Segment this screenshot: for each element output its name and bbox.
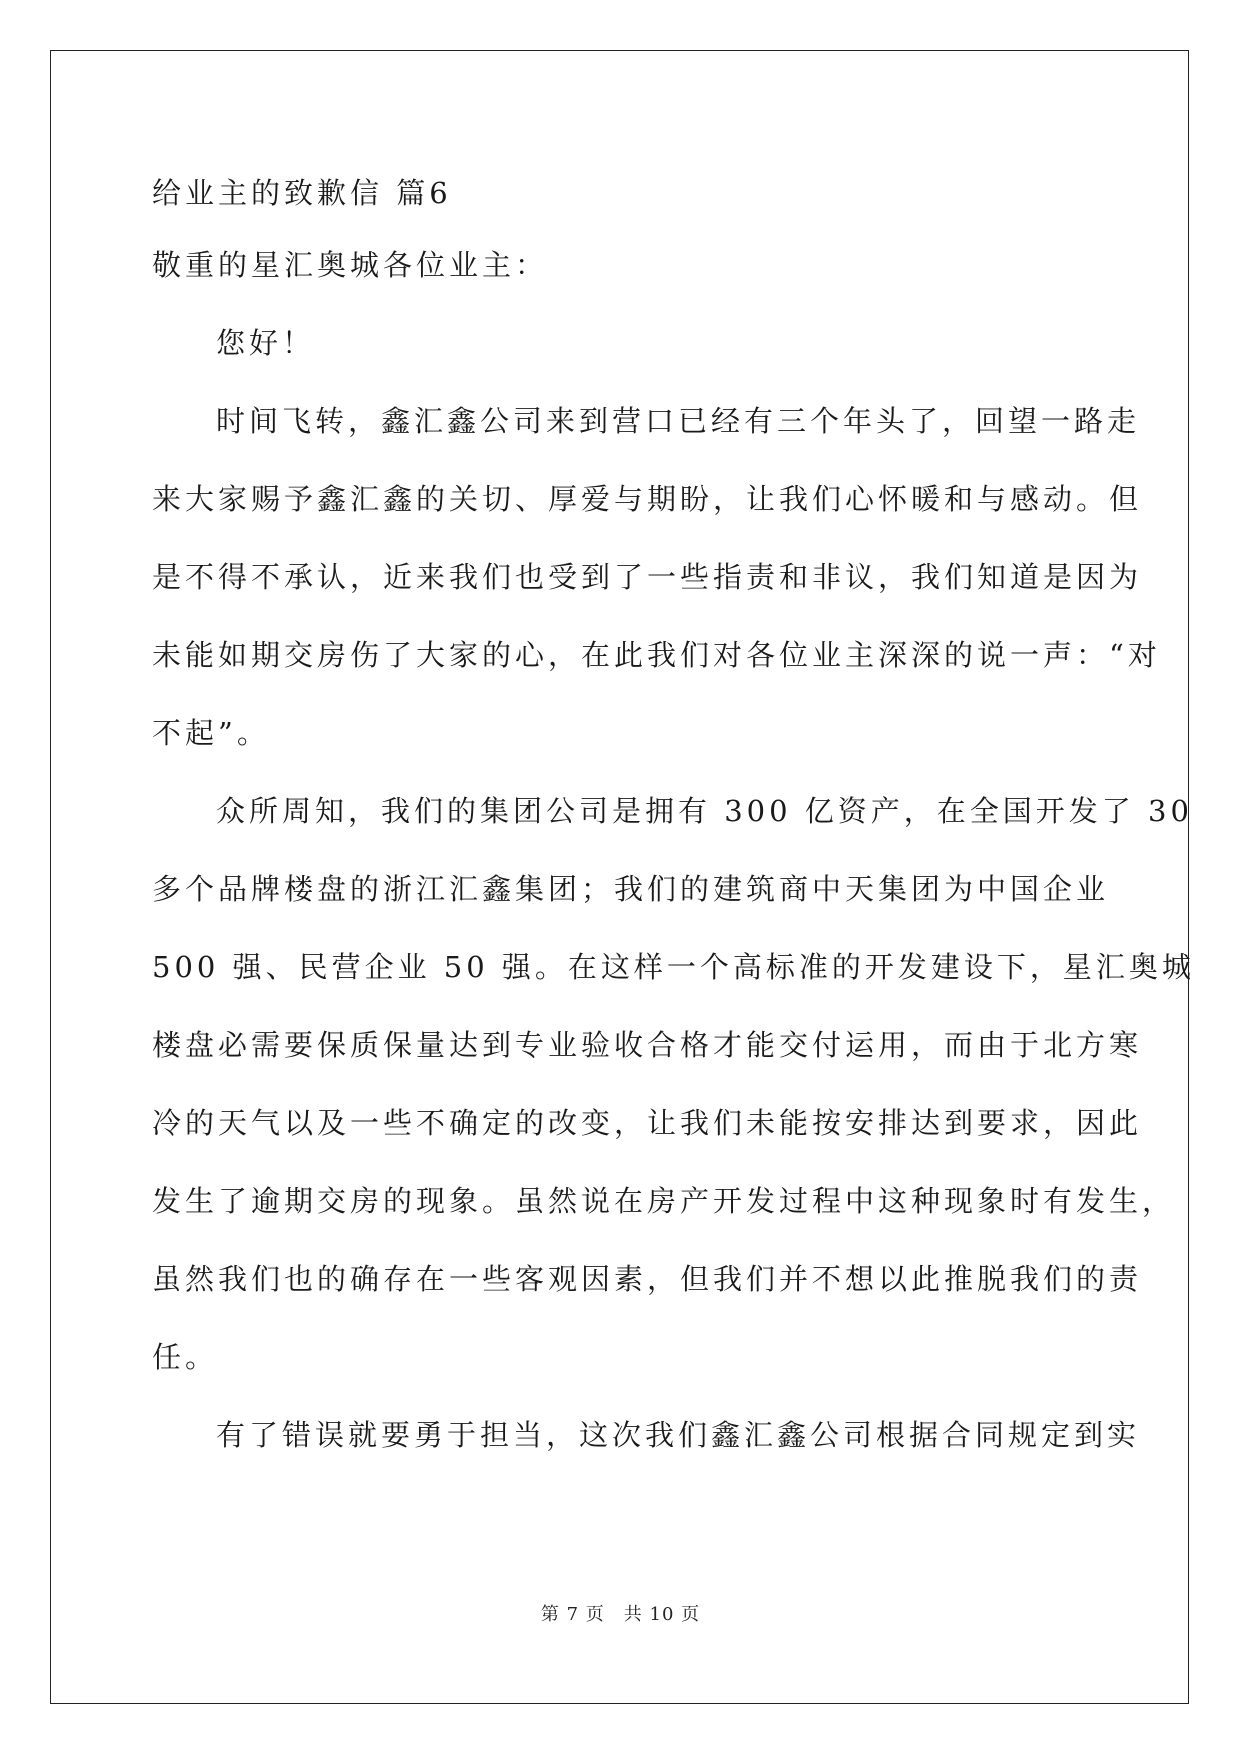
paragraph-line: 众所周知，我们的集团公司是拥有 300 亿资产，在全国开发了 30 xyxy=(216,794,1193,828)
salutation: 敬重的星汇奥城各位业主： xyxy=(152,248,549,282)
paragraph-line: 未能如期交房伤了大家的心，在此我们对各位业主深深的说一声：“对 xyxy=(152,638,1161,672)
paragraph-line: 时间飞转，鑫汇鑫公司来到营口已经有三个年头了，回望一路走 xyxy=(216,404,1141,438)
paragraph-line: 500 强、民营企业 50 强。在这样一个高标准的开发建设下，星汇奥城 xyxy=(152,950,1195,984)
paragraph-line: 来大家赐予鑫汇鑫的关切、厚爱与期盼，让我们心怀暖和与感动。但 xyxy=(152,482,1143,516)
paragraph-line: 是不得不承认，近来我们也受到了一些指责和非议，我们知道是因为 xyxy=(152,560,1143,594)
paragraph-line: 虽然我们也的确存在一些客观因素，但我们并不想以此推脱我们的责 xyxy=(152,1262,1143,1296)
paragraph-line: 冷的天气以及一些不确定的改变，让我们未能按安排达到要求，因此 xyxy=(152,1106,1143,1140)
document-title: 给业主的致歉信 篇6 xyxy=(152,176,452,210)
page-number-footer: 第 7 页 共 10 页 xyxy=(540,1604,701,1625)
paragraph-line: 不起”。 xyxy=(152,716,270,750)
paragraph-line: 发生了逾期交房的现象。虽然说在房产开发过程中这种现象时有发生， xyxy=(152,1184,1176,1218)
paragraph-line: 有了错误就要勇于担当，这次我们鑫汇鑫公司根据合同规定到实 xyxy=(216,1418,1141,1452)
paragraph-line: 多个品牌楼盘的浙江汇鑫集团；我们的建筑商中天集团为中国企业 xyxy=(152,872,1110,906)
letter-body xyxy=(152,160,1195,1474)
paragraph-line: 楼盘必需要保质保量达到专业验收合格才能交付运用，而由于北方寒 xyxy=(152,1028,1143,1062)
greeting: 您好！ xyxy=(216,326,316,360)
paragraph-line: 任。 xyxy=(152,1340,219,1374)
